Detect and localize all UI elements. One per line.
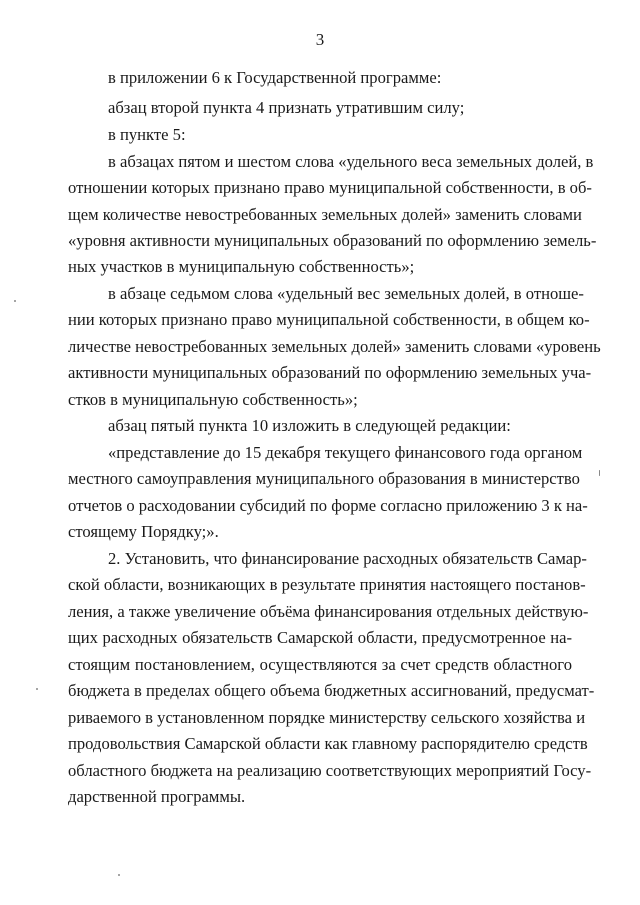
- text-line: стоящему Порядку;».: [68, 522, 219, 541]
- scan-speck: [599, 470, 600, 476]
- text-line: в пункте 5:: [108, 125, 186, 144]
- text-line: абзац пятый пункта 10 изложить в следующей редакции:: [108, 416, 511, 435]
- text-line: 2. Установить, что финансирование расходных обязательств Самар-: [108, 549, 587, 568]
- text-line: риваемого в установленном порядке министерству сельского хозяйства и: [68, 708, 586, 727]
- text-line: в абзацах пятом и шестом слова «удельного веса земельных долей, в: [108, 152, 594, 171]
- scan-speck: [14, 300, 16, 302]
- text-line: бюджета в пределах общего объема бюджетных ассигнований, предусмат-: [68, 681, 595, 700]
- text-line: щих расходных обязательств Самарской области, предусмотренное на-: [68, 628, 572, 647]
- page-number: 3: [315, 30, 325, 49]
- text-line: активности муниципальных образований по оформлению земельных уча-: [68, 363, 592, 382]
- text-line: личестве невостребованных земельных долей» заменить словами «уровень: [68, 337, 601, 356]
- text-line: стков в муниципальную собственность»;: [68, 390, 358, 409]
- text-line: дарственной программы.: [68, 787, 246, 806]
- text-line: отчетов о расходовании субсидий по форме согласно приложению 3 к на-: [68, 496, 588, 515]
- text-line: абзац второй пункта 4 признать утратившим силу;: [108, 98, 465, 117]
- text-line: ления, а также увеличение объёма финансирования отдельных действую-: [68, 602, 589, 621]
- text-line: нии которых признано право муниципальной собственности, в общем ко-: [68, 310, 590, 329]
- text-line: «представление до 15 декабря текущего финансового года органом: [108, 443, 583, 462]
- text-line: ской области, возникающих в результате принятия настоящего постанов-: [68, 575, 586, 594]
- text-line: в приложении 6 к Государственной программе:: [108, 68, 442, 87]
- scan-speck: [36, 688, 38, 690]
- text-line: областного бюджета на реализацию соответствующих мероприятий Госу-: [68, 761, 592, 780]
- text-line: отношении которых признано право муниципальной собственности, в об-: [68, 178, 592, 197]
- text-line: местного самоуправления муниципального образования в министерство: [68, 469, 580, 488]
- text-line: «уровня активности муниципальных образований по оформлению земель-: [68, 231, 597, 250]
- text-line: продовольствия Самарской области как главному распорядителю средств: [68, 734, 588, 753]
- scan-speck: [118, 874, 120, 876]
- text-line: в абзаце седьмом слова «удельный вес земельных долей, в отноше-: [108, 284, 584, 303]
- text-line: щем количестве невостребованных земельных долей» заменить словами: [68, 205, 582, 224]
- text-line: ных участков в муниципальную собственность»;: [68, 257, 415, 276]
- text-line: стоящим постановлением, осуществляются за счет средств областного: [68, 655, 572, 674]
